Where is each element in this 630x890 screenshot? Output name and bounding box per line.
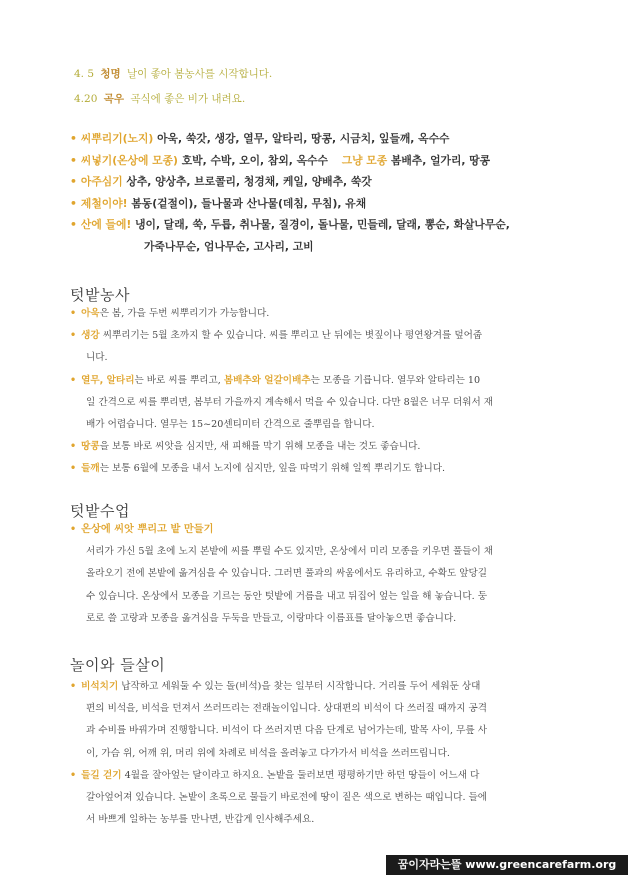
crop-items: 상추, 양상추, 브로콜리, 청경채, 케일, 양배추, 쑥갓 <box>126 175 372 188</box>
crop-label-seedling: 그냥 모종 <box>341 153 388 167</box>
crop-label: 산에 들에! <box>80 218 132 231</box>
bullet-icon: • <box>70 132 77 145</box>
text-line: 올라오기 전에 본밭에 옮겨심을 수 있습니다. 그러면 풀과의 싸움에서도 유리하고, 수확도 앞당길 <box>86 568 488 580</box>
text-line: 4월을 잘아엎는 달이라고 하지요. 논밭을 둘러보면 평평하기만 하던 땅들이 어느새 다 <box>121 769 480 781</box>
solar-term-name: 곡우 <box>103 93 125 105</box>
bullet-icon: • <box>70 681 77 692</box>
bullet-icon: • <box>70 524 77 535</box>
text-line: 을 보통 바로 씨앗을 심지만, 새 피해를 막기 위해 모종을 내는 것도 좋습니다. <box>99 441 421 453</box>
bullet-icon: • <box>70 374 77 386</box>
text-line: 씨뿌리기는 5월 초까지 할 수 있습니다. 씨를 뿌리고 난 뒤에는 볏짚이나 평연왕겨를 덮어줍 <box>99 330 483 342</box>
solar-term-date: 4. 5 <box>74 68 95 80</box>
keyword: 아욱 <box>81 308 100 319</box>
lesson-item <box>70 519 570 630</box>
crop-label: 씨넣기(온상에 모종) <box>80 153 178 167</box>
crop-items: 가죽나무순, 엄나무순, 고사리, 고비 <box>144 239 314 253</box>
garden-item-ginger <box>70 325 570 369</box>
play-section <box>70 676 570 831</box>
text-line: 일 간격으로 씨를 뿌리면, 봄부터 가을까지 계속해서 먹을 수 있습니다. 다만 8월은 너무 더워서 재 <box>86 396 494 408</box>
text-line: 편의 비석을, 비석을 던져서 쓰러뜨리는 전래놀이입니다. 상대편의 비석이 다 쓰러질 때까지 공격 <box>86 703 488 715</box>
crop-list <box>70 128 600 257</box>
crop-label: 제철이야! <box>80 196 128 210</box>
crop-items-seedling: 봄배추, 얼가리, 땅콩 <box>390 153 491 167</box>
bullet-icon: • <box>70 441 77 453</box>
text-line: 서리가 가신 5월 초에 노지 본밭에 씨를 뿌릴 수도 있지만, 온상에서 미리 모종을 키우면 풀들이 채 <box>86 546 494 558</box>
bullet-icon: • <box>70 175 77 188</box>
lesson-section <box>70 519 570 630</box>
text-line: 배가 어렵습니다. 열무는 15~20센티미터 간격으로 줄뿌림을 합니다. <box>86 418 375 430</box>
text-line: 과 수비를 바꿔가며 진행합니다. 비석이 다 쓰러지면 다음 단계로 넘어가는데, 발목 사이, 무릎 사 <box>86 725 487 737</box>
crop-items: 봄동(겉절이), 들나물과 산나물(데침, 무침), 유채 <box>131 196 367 210</box>
keyword: 들깨 <box>81 463 100 475</box>
garden-item-peanut <box>70 436 570 458</box>
keyword: 땅콩 <box>81 441 100 453</box>
keyword: 생강 <box>81 330 100 342</box>
text-line: 이, 가슴 위, 어깨 위, 머리 위에 차례로 비석을 올려놓고 다가가서 비석을 쓰러뜨립니다. <box>86 747 450 759</box>
section-heading-lesson: 텃밭수업 <box>70 502 130 520</box>
crop-transplant <box>70 171 600 193</box>
solar-term-date: 4.20 <box>74 93 98 105</box>
bullet-icon: • <box>70 769 77 781</box>
section-heading-play: 놀이와 들살이 <box>70 656 166 674</box>
keyword: 열무, 알타리 <box>81 374 135 386</box>
solar-term-gogu <box>74 91 245 106</box>
keyword: 봄배추와 얼갈이배추 <box>223 374 311 386</box>
play-item-walk <box>70 765 570 832</box>
text-line: 는 바로 씨를 뿌리고, <box>134 374 224 386</box>
text-line: 는 모종을 기릅니다. 열무와 알타리는 10 <box>310 374 481 386</box>
crop-label: 아주심기 <box>80 175 123 188</box>
crop-plant <box>70 150 600 172</box>
crop-label: 씨뿌리기(노지) <box>80 132 154 145</box>
solar-term-desc: 날이 좋아 봄농사를 시작합니다. <box>127 68 273 80</box>
text-line: 니다. <box>86 352 108 364</box>
crop-items: 냉이, 달래, 쑥, 두릅, 취나물, 질경이, 돌나물, 민들레, 달래, 뽕순, 화살나무순, <box>135 218 510 231</box>
crop-items: 아욱, 쑥갓, 생강, 열무, 알타리, 땅콩, 시금치, 잎들깨, 옥수수 <box>157 132 450 145</box>
play-item-biseok <box>70 676 570 765</box>
garden-item-auk <box>70 303 570 325</box>
text-line: 은 봄, 가을 두번 씨뿌리기가 가능합니다. <box>99 308 270 319</box>
text-line: 로로 쓸 고랑과 모종을 옮겨심을 두둑을 만들고, 이랑마다 이름표를 달아놓으면 좋습니다. <box>86 612 457 624</box>
keyword: 들길 걷기 <box>81 769 122 781</box>
garden-item-radish <box>70 370 570 437</box>
text-line: 서 바쁘게 일하는 농부를 만나면, 반갑게 인사해주세요. <box>86 814 315 826</box>
crop-mountain-cont <box>70 236 600 258</box>
crop-sow <box>70 128 600 150</box>
bullet-icon: • <box>70 153 77 167</box>
bullet-icon: • <box>70 196 77 210</box>
garden-item-perilla <box>70 458 570 480</box>
text-line: 는 보통 6월에 모종을 내서 노지에 심지만, 잎을 따먹기 위해 일찍 뿌리기도 합니다. <box>99 463 446 475</box>
solar-term-desc: 곡식에 좋은 비가 내려요. <box>130 93 246 105</box>
bullet-icon: • <box>70 463 77 475</box>
bullet-icon: • <box>70 218 77 231</box>
text-line: 수 있습니다. 온상에서 모종을 기르는 동안 텃밭에 거름을 내고 뒤집어 엎는 일을 해 놓습니다. 둥 <box>86 590 487 602</box>
lesson-subheading: 온상에 씨앗 뿌리고 밭 만들기 <box>81 524 214 535</box>
garden-section <box>70 303 570 481</box>
solar-term-cheongmyeong <box>74 66 272 81</box>
bullet-icon: • <box>70 330 77 342</box>
crop-mountain <box>70 214 600 236</box>
solar-term-name: 청명 <box>100 68 121 80</box>
bullet-icon: • <box>70 308 77 319</box>
text-line: 갈아엎어져 있습니다. 논밭이 초록으로 물들기 바로전에 땅이 짙은 색으로 변하는 때입니다. 들에 <box>86 791 488 803</box>
text-line: 납작하고 세워둘 수 있는 돌(비석)을 찾는 일부터 시작합니다. 거리를 두어 세워둔 상대 <box>118 681 481 692</box>
section-heading-garden: 텃밭농사 <box>70 286 130 304</box>
footer-banner: 꿈이자라는뜰 www.greencarefarm.org <box>386 855 628 875</box>
crop-items: 호박, 수박, 오이, 참외, 옥수수 <box>181 153 328 167</box>
crop-season <box>70 193 600 215</box>
keyword: 비석치기 <box>81 681 119 692</box>
